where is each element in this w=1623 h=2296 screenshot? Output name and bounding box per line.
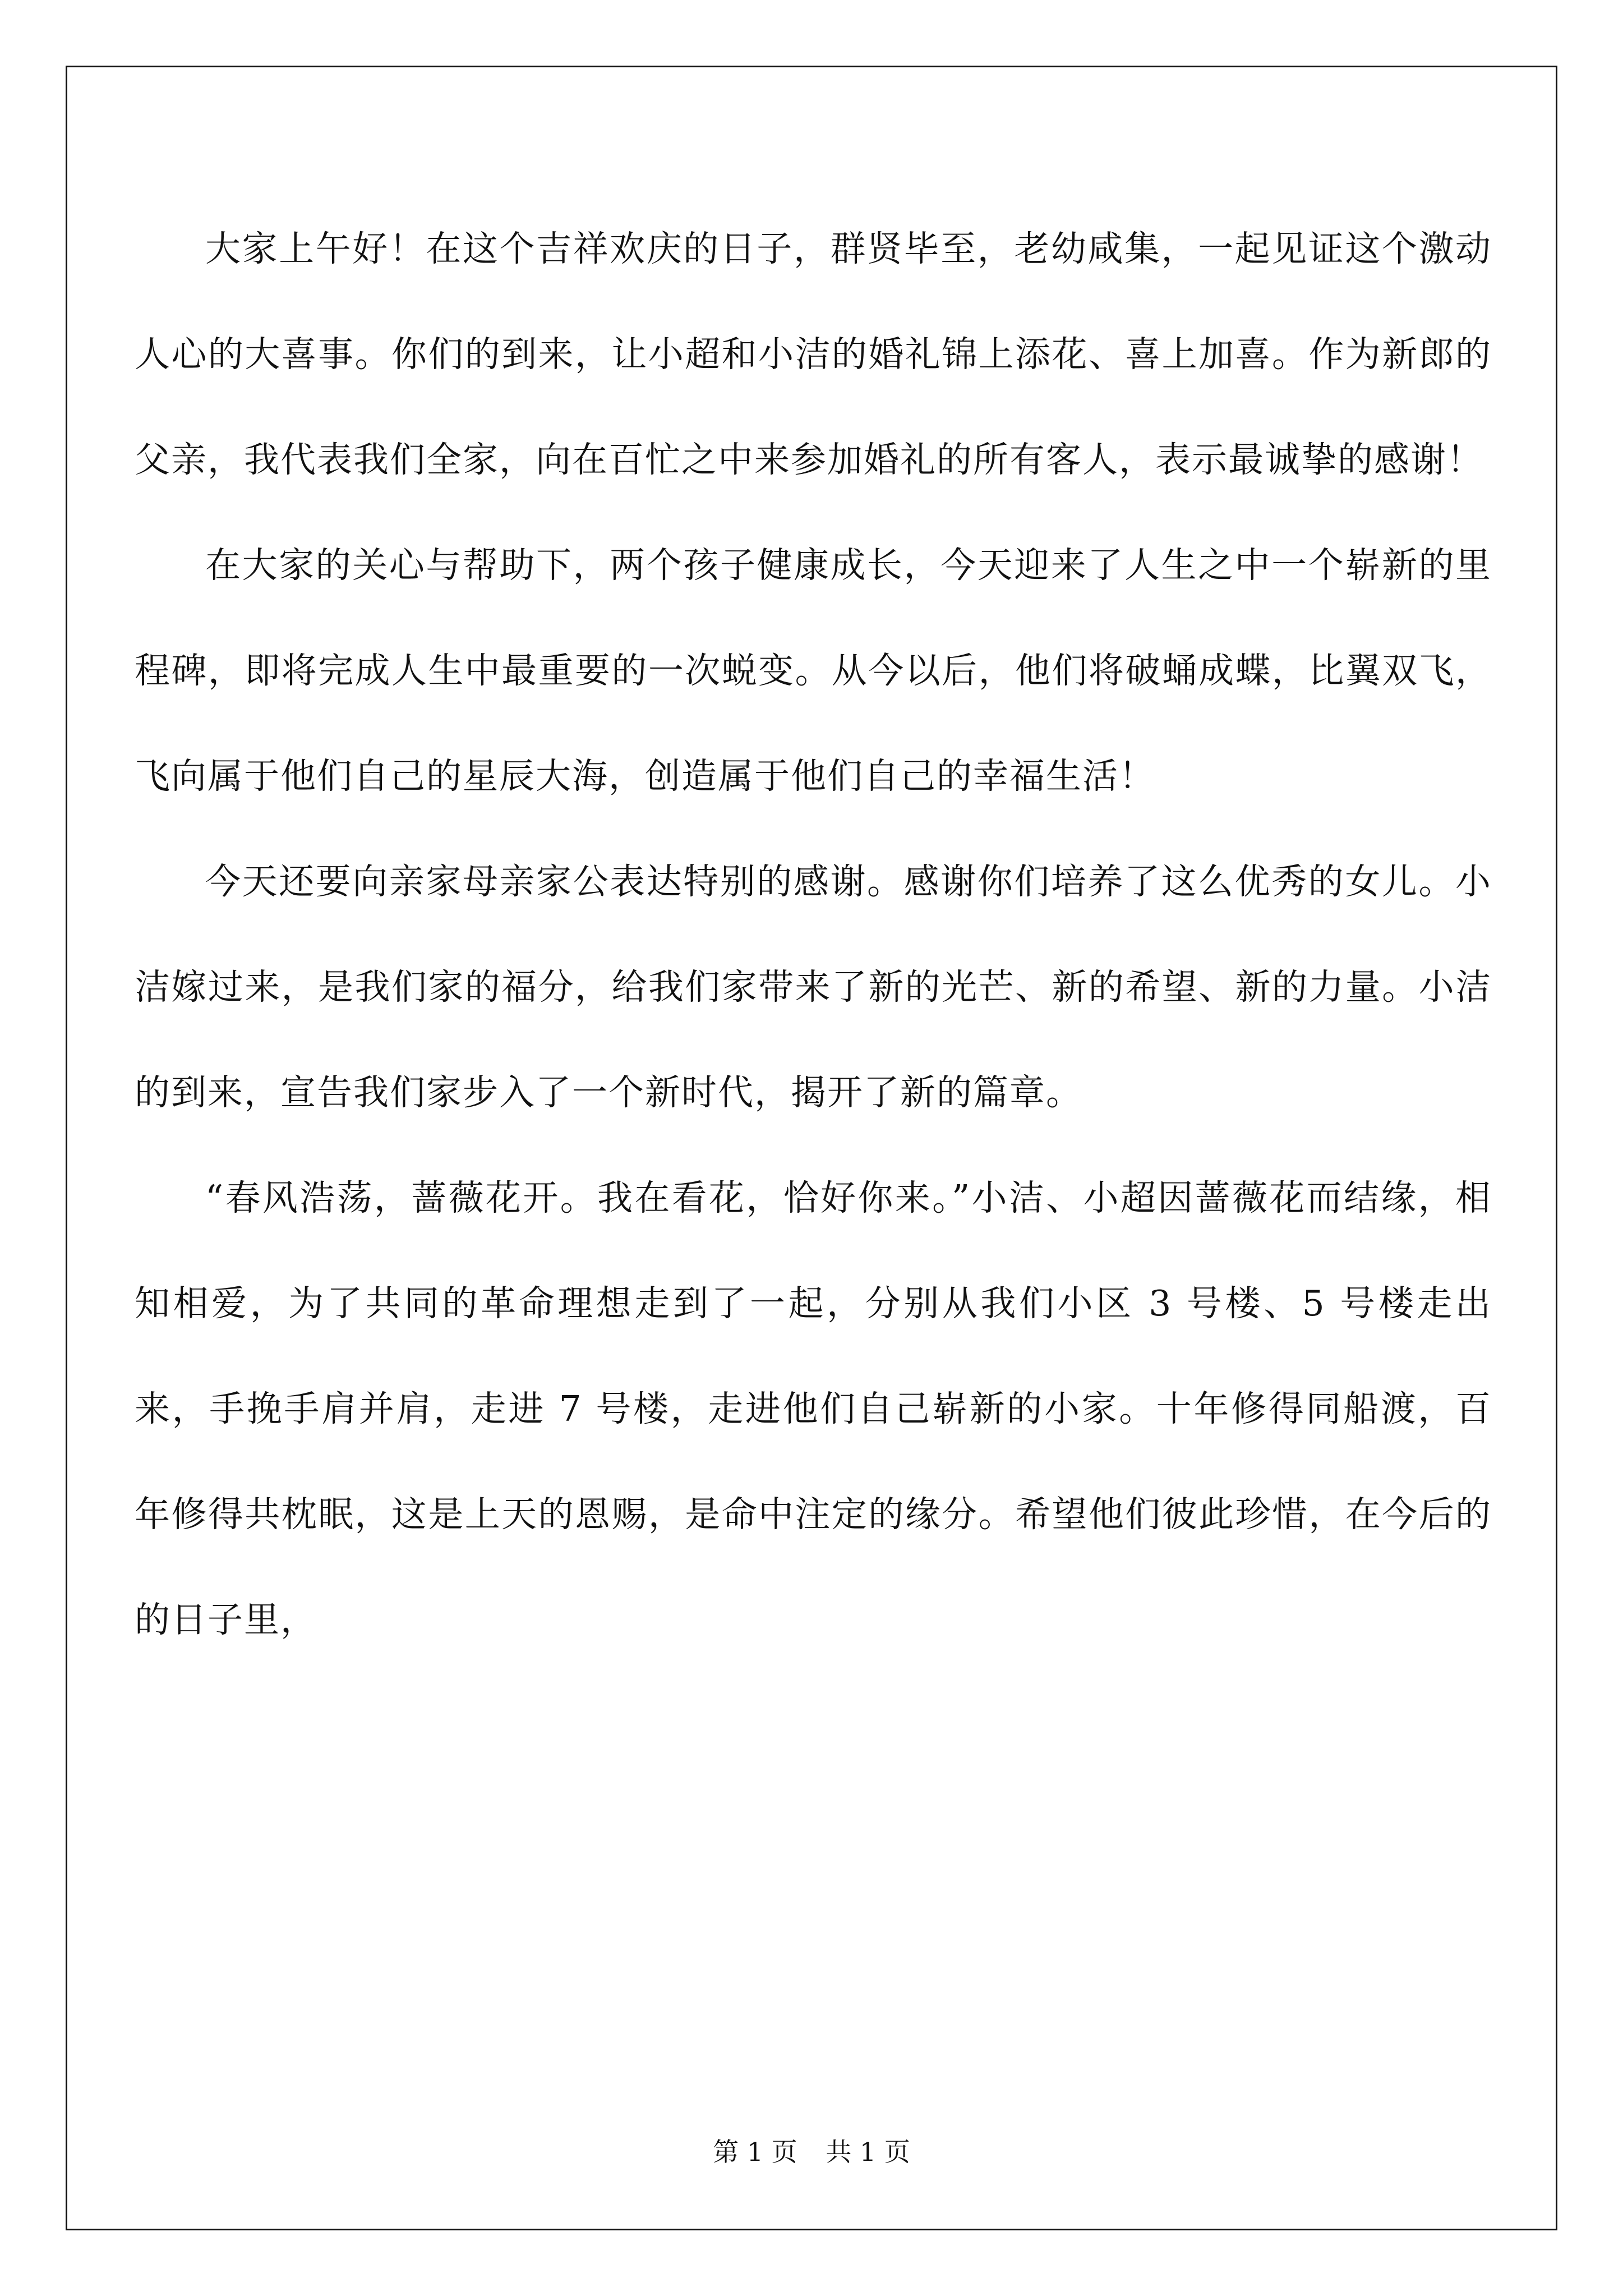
- document-body: [135, 196, 1492, 1673]
- page-number: 第 1 页: [713, 2137, 797, 2167]
- page-count: 共 1 页: [826, 2137, 910, 2167]
- paragraph-4: “春风浩荡，蔷薇花开。我在看花，恰好你来。”小洁、小超因蔷薇花而结缘，相知相爱，为了共同的革命理想走到了一起，分别从我们小区 3 号楼、5 号楼走出来，手挽手肩并肩，走进 7 号楼，走进他们自己崭新的小家。十年修得同船渡，百年修得共枕眠，这是上天的恩赐，是命中注定的缘分。希望他们彼此珍惜，在今后的的日子里，: [135, 1177, 1492, 1640]
- paragraph-2: 在大家的关心与帮助下，两个孩子健康成长，今天迎来了人生之中一个崭新的里程碑，即将完成人生中最重要的一次蜕变。从今以后，他们将破蛹成蝶，比翼双飞，飞向属于他们自己的星辰大海，创造属于他们自己的幸福生活！: [135, 545, 1492, 797]
- page-footer: [0, 2132, 1623, 2169]
- paragraph-3: 今天还要向亲家母亲家公表达特别的感谢。感谢你们培养了这么优秀的女儿。小洁嫁过来，是我们家的福分，给我们家带来了新的光芒、新的希望、新的力量。小洁的到来，宣告我们家步入了一个新时代，揭开了新的篇章。: [135, 861, 1492, 1113]
- paragraph-1: 大家上午好！在这个吉祥欢庆的日子，群贤毕至，老幼咸集，一起见证这个激动人心的大喜事。你们的到来，让小超和小洁的婚礼锦上添花、喜上加喜。作为新郎的父亲，我代表我们全家，向在百忙之中来参加婚礼的所有客人，表示最诚挚的感谢！: [135, 228, 1492, 480]
